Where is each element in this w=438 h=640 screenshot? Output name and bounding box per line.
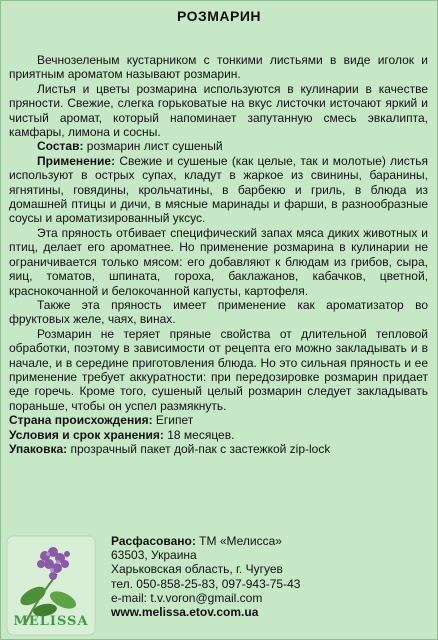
usage-paragraph	[9, 154, 428, 226]
origin-value: Египет	[152, 413, 194, 428]
packaging-value: прозрачный пакет дой-пак с застежкой zip-lock	[67, 441, 331, 456]
product-title: РОЗМАРИН	[176, 8, 262, 24]
composition-line	[9, 139, 428, 153]
storage-line	[9, 428, 428, 442]
flavoring-paragraph: Также эта пряность имеет применение как ароматизатор во фруктовых желе, чаях, винах.	[9, 297, 428, 327]
packed-value: ТМ «Мелисса»	[195, 534, 282, 548]
phone-line: тел. 050-858-25-83, 097-943-75-43	[111, 576, 301, 591]
origin-line	[9, 413, 428, 427]
packaging-label: Упаковка:	[9, 441, 68, 456]
packaging-line	[9, 442, 428, 456]
origin-label: Страна происхождения:	[9, 413, 153, 428]
description-body	[9, 53, 428, 456]
packed-label: Расфасовано:	[111, 534, 196, 548]
postal-line: 63503, Украина	[111, 548, 197, 563]
packer-info	[111, 534, 300, 619]
usage-label: Применение:	[37, 153, 116, 168]
packed-by-line	[111, 534, 300, 548]
intro-paragraph: Вечнозеленым кустарником с тонкими листьями в виде иголок и приятным ароматом называют розмарин.	[9, 53, 428, 82]
composition-label: Состав:	[37, 139, 84, 154]
aroma-paragraph: Эта пряность отбивает специфический запах мяса диких животных и птиц, делает его ароматнее. Но применение розмарина в кулинарии не ограничивается только мясом: его добавляют к блюдам из грибов, сыра, яиц, томатов, шпината, гороха, баклажанов, кабачков, цветной, краснокочанной и белокочанной капусты, картофеля.	[9, 225, 428, 298]
usage-value: Свежие и сушеные (как целые, так и молотые) листья используют в острых супах, кладут в жаркое из свинины, баранины, ягнятины, говядины, крольчатины, в барбекю и гриль, в блюда из домашней птицы и дичи, в мясные маринады и фарши, в разнообразные соусы и ароматизированный уксус.	[9, 153, 428, 226]
culinary-paragraph: Листья и цветы розмарина используются в кулинарии в качестве пряности. Свежие, слегка горьковатые на вкус листочки источают яркий и чистый аромат, который напоминает запутанную смесь эвкалипта, камфары, лимона и сосны.	[9, 81, 428, 140]
composition-value: розмарин лист сушеный	[83, 139, 223, 154]
website-link[interactable]: www.melissa.etov.com.ua	[111, 605, 259, 620]
storage-label: Условия и срок хранения:	[9, 427, 164, 442]
cooking-paragraph: Розмарин не теряет пряные свойства от длительной тепловой обработки, поэтому в зависимости от рецепта его можно закладывать и в начале, и в середине приготовления блюда. Но это сильная пряность и ее применение требует аккуратности: при передозировке розмарин придает еде горечь. Кроме того, сушеный целый розмарин следует закладывать пораньше, чтобы он успел размякнуть.	[9, 326, 428, 413]
region-line: Харьковская область, г. Чугуев	[111, 562, 283, 577]
logo-text: MELISSA	[13, 614, 89, 629]
email-line[interactable]: e-mail: t.v.voron@gmail.com	[111, 590, 263, 605]
storage-value: 18 месяцев.	[163, 427, 235, 442]
